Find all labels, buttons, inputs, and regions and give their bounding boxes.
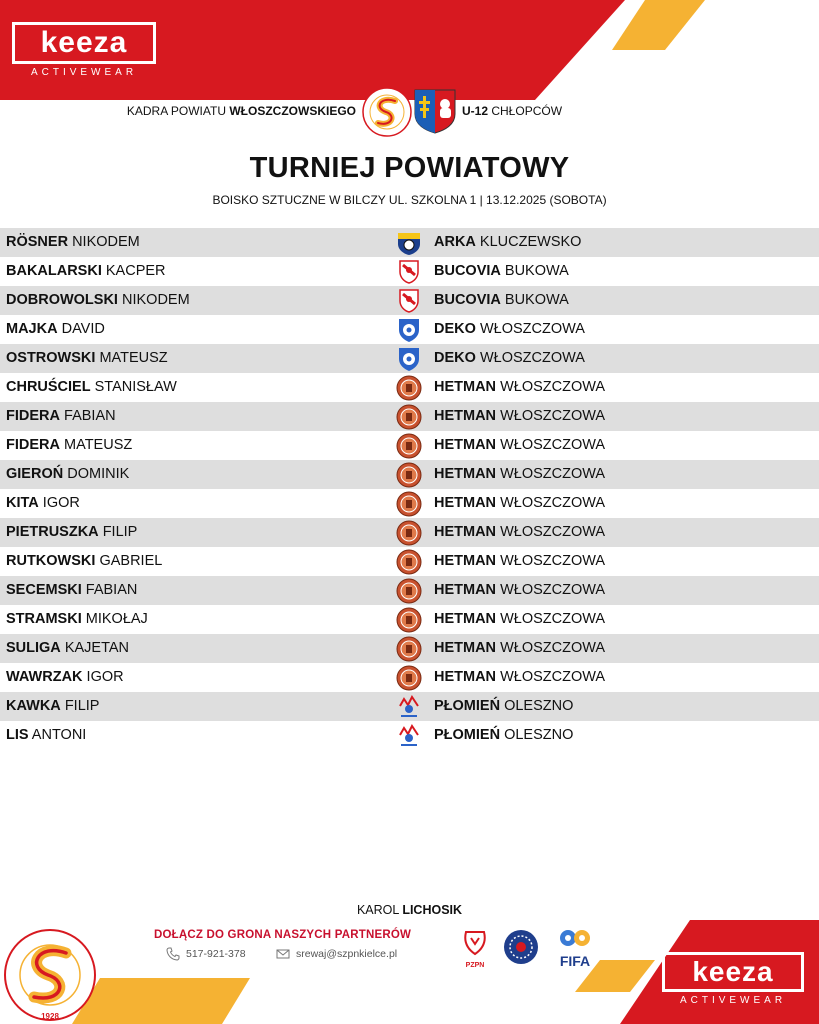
club-short-name: DEKO (434, 350, 476, 366)
phone-contact[interactable]: 517-921-378 (166, 947, 246, 961)
club-town: WŁOSZCZOWA (500, 437, 606, 453)
club-short-name: PŁOMIEŃ (434, 698, 501, 714)
table-row (0, 257, 819, 286)
player-surname: DOBROWOLSKI (6, 292, 118, 308)
club-town: WŁOSZCZOWA (500, 669, 606, 685)
table-row (0, 692, 819, 721)
bucovia-logo-icon (396, 288, 422, 314)
club-name (434, 576, 605, 605)
table-row (0, 286, 819, 315)
hetman-logo-icon (396, 520, 422, 546)
player-surname: STRAMSKI (6, 611, 82, 627)
club-short-name: PŁOMIEŃ (434, 727, 501, 743)
bucovia-logo-icon (396, 259, 422, 285)
player-name (6, 315, 105, 344)
player-surname: FIDERA (6, 437, 60, 453)
club-name (434, 228, 581, 257)
player-first-name: DAVID (61, 321, 105, 337)
player-first-name: FABIAN (64, 408, 116, 424)
player-name (6, 344, 168, 373)
club-short-name: HETMAN (434, 408, 497, 424)
plomien-logo-icon (396, 694, 422, 720)
hetman-logo-icon (396, 578, 422, 604)
player-first-name: MATEUSZ (99, 350, 168, 366)
club-name (434, 373, 605, 402)
club-short-name: BUCOVIA (434, 263, 501, 279)
player-first-name: KAJETAN (64, 640, 130, 656)
club-town: WŁOSZCZOWA (479, 321, 585, 337)
club-short-name: HETMAN (434, 495, 497, 511)
player-name (6, 460, 129, 489)
keeza-logo-footer[interactable] (662, 952, 804, 1006)
player-surname: WAWRZAK (6, 669, 83, 685)
hetman-logo-icon (396, 607, 422, 633)
table-row (0, 315, 819, 344)
powiat-coat-of-arms-icon (414, 88, 456, 134)
club-short-name: HETMAN (434, 379, 497, 395)
club-name (434, 431, 605, 460)
club-short-name: HETMAN (434, 669, 497, 685)
pzpn-logo-icon (462, 930, 488, 970)
player-name (6, 576, 137, 605)
club-town: BUKOWA (504, 263, 569, 279)
club-short-name: HETMAN (434, 640, 497, 656)
keeza-logo[interactable] (12, 22, 156, 78)
keeza-wordmark: keeza (662, 952, 804, 992)
player-name (6, 489, 80, 518)
keeza-tagline: ACTIVEWEAR (30, 67, 138, 78)
club-short-name: DEKO (434, 321, 476, 337)
player-surname: MAJKA (6, 321, 58, 337)
player-first-name: NIKODEM (122, 292, 190, 308)
club-short-name: HETMAN (434, 582, 497, 598)
player-surname: CHRUŚCIEL (6, 379, 91, 395)
player-name (6, 373, 177, 402)
club-town: WŁOSZCZOWA (500, 640, 606, 656)
table-row (0, 228, 819, 257)
player-surname: OSTROWSKI (6, 350, 96, 366)
table-row (0, 402, 819, 431)
page-title: TURNIEJ POWIATOWY (249, 152, 570, 184)
club-name (434, 460, 605, 489)
club-town: WŁOSZCZOWA (500, 611, 606, 627)
table-row (0, 605, 819, 634)
arka-logo-icon (396, 230, 422, 256)
hetman-logo-icon (396, 433, 422, 459)
player-name (6, 228, 140, 257)
club-name (434, 547, 605, 576)
roster-table (0, 228, 819, 750)
club-short-name: ARKA (434, 234, 476, 250)
keeza-wordmark: keeza (12, 22, 156, 64)
club-town: WŁOSZCZOWA (500, 379, 606, 395)
hetman-logo-icon (396, 462, 422, 488)
age-category: U-12 CHŁOPCÓW (462, 104, 563, 118)
club-name (434, 286, 569, 315)
club-town: OLESZNO (504, 727, 574, 743)
player-surname: RÖSNER (6, 234, 69, 250)
szpn-crest-icon (362, 86, 412, 138)
player-name (6, 605, 148, 634)
table-row (0, 431, 819, 460)
player-first-name: FABIAN (85, 582, 138, 598)
player-first-name: FILIP (64, 698, 100, 714)
player-first-name: ANTONI (31, 727, 87, 743)
table-row (0, 344, 819, 373)
player-name (6, 431, 132, 460)
szpn-seal-icon (2, 923, 98, 1023)
player-name (6, 721, 86, 750)
svg-text:1928: 1928 (41, 1012, 59, 1021)
player-surname: GIEROŃ (6, 466, 64, 482)
player-first-name: MATEUSZ (64, 437, 133, 453)
club-town: OLESZNO (504, 698, 574, 714)
player-surname: KAWKA (6, 698, 61, 714)
player-first-name: NIKODEM (72, 234, 140, 250)
club-name (434, 663, 605, 692)
player-name (6, 663, 124, 692)
player-name (6, 634, 129, 663)
club-short-name: HETMAN (434, 553, 497, 569)
table-row (0, 373, 819, 402)
event-details: BOISKO SZTUCZNE W BILCZY UL. SZKOLNA 1 | 13.12.2025 (SOBOTA) (212, 193, 607, 207)
fifa-logo-icon (553, 926, 597, 970)
club-name (434, 605, 605, 634)
hetman-logo-icon (396, 665, 422, 691)
club-town: WŁOSZCZOWA (500, 582, 606, 598)
table-row (0, 576, 819, 605)
player-surname: SULIGA (6, 640, 61, 656)
club-short-name: HETMAN (434, 437, 497, 453)
club-name (434, 692, 573, 721)
club-town: WŁOSZCZOWA (500, 466, 606, 482)
club-name (434, 721, 573, 750)
player-name (6, 518, 137, 547)
player-first-name: KACPER (105, 263, 166, 279)
club-short-name: HETMAN (434, 611, 497, 627)
envelope-icon (276, 947, 290, 961)
plomien-logo-icon (396, 723, 422, 749)
hetman-logo-icon (396, 636, 422, 662)
player-surname: FIDERA (6, 408, 60, 424)
coach-name: KAROL LICHOSIK (356, 903, 463, 917)
club-name (434, 315, 585, 344)
player-name (6, 547, 162, 576)
uefa-logo-icon (502, 928, 540, 966)
hetman-logo-icon (396, 549, 422, 575)
club-name (434, 257, 569, 286)
club-name (434, 634, 605, 663)
table-row (0, 663, 819, 692)
table-row (0, 489, 819, 518)
club-name (434, 344, 585, 373)
phone-icon (166, 947, 180, 961)
player-first-name: DOMINIK (67, 466, 130, 482)
squad-name: KADRA POWIATU WŁOSZCZOWSKIEGO (126, 104, 356, 118)
club-town: WŁOSZCZOWA (500, 553, 606, 569)
club-short-name: BUCOVIA (434, 292, 501, 308)
keeza-tagline: ACTIVEWEAR (679, 995, 787, 1006)
player-surname: BAKALARSKI (6, 263, 102, 279)
hetman-logo-icon (396, 491, 422, 517)
club-name (434, 402, 605, 431)
table-row (0, 460, 819, 489)
player-name (6, 286, 190, 315)
table-row (0, 634, 819, 663)
club-name (434, 518, 605, 547)
club-short-name: HETMAN (434, 524, 497, 540)
player-first-name: IGOR (42, 495, 80, 511)
club-town: BUKOWA (504, 292, 569, 308)
player-first-name: MIKOŁAJ (85, 611, 148, 627)
table-row (0, 721, 819, 750)
player-surname: LIS (6, 727, 29, 743)
player-first-name: FILIP (102, 524, 138, 540)
player-name (6, 257, 166, 286)
club-town: WŁOSZCZOWA (500, 524, 606, 540)
club-town: WŁOSZCZOWA (500, 408, 606, 424)
player-surname: RUTKOWSKI (6, 553, 96, 569)
player-surname: PIETRUSZKA (6, 524, 99, 540)
club-town: KLUCZEWSKO (479, 234, 582, 250)
player-first-name: GABRIEL (99, 553, 163, 569)
player-first-name: IGOR (86, 669, 124, 685)
deko-logo-icon (396, 346, 422, 372)
club-town: WŁOSZCZOWA (479, 350, 585, 366)
fifa-label: FIFA (559, 953, 591, 969)
club-town: WŁOSZCZOWA (500, 495, 606, 511)
player-surname: SECEMSKI (6, 582, 82, 598)
pzpn-label: PZPN (465, 962, 485, 969)
player-surname: KITA (6, 495, 39, 511)
email-contact[interactable]: srewaj@szpnkielce.pl (276, 947, 397, 961)
player-name (6, 402, 116, 431)
hetman-logo-icon (396, 404, 422, 430)
player-name (6, 692, 99, 721)
player-first-name: STANISŁAW (94, 379, 177, 395)
deko-logo-icon (396, 317, 422, 343)
partners-invitation: DOŁĄCZ DO GRONA NASZYCH PARTNERÓW (154, 929, 412, 941)
table-row (0, 518, 819, 547)
club-short-name: HETMAN (434, 466, 497, 482)
table-row (0, 547, 819, 576)
hetman-logo-icon (396, 375, 422, 401)
club-name (434, 489, 605, 518)
